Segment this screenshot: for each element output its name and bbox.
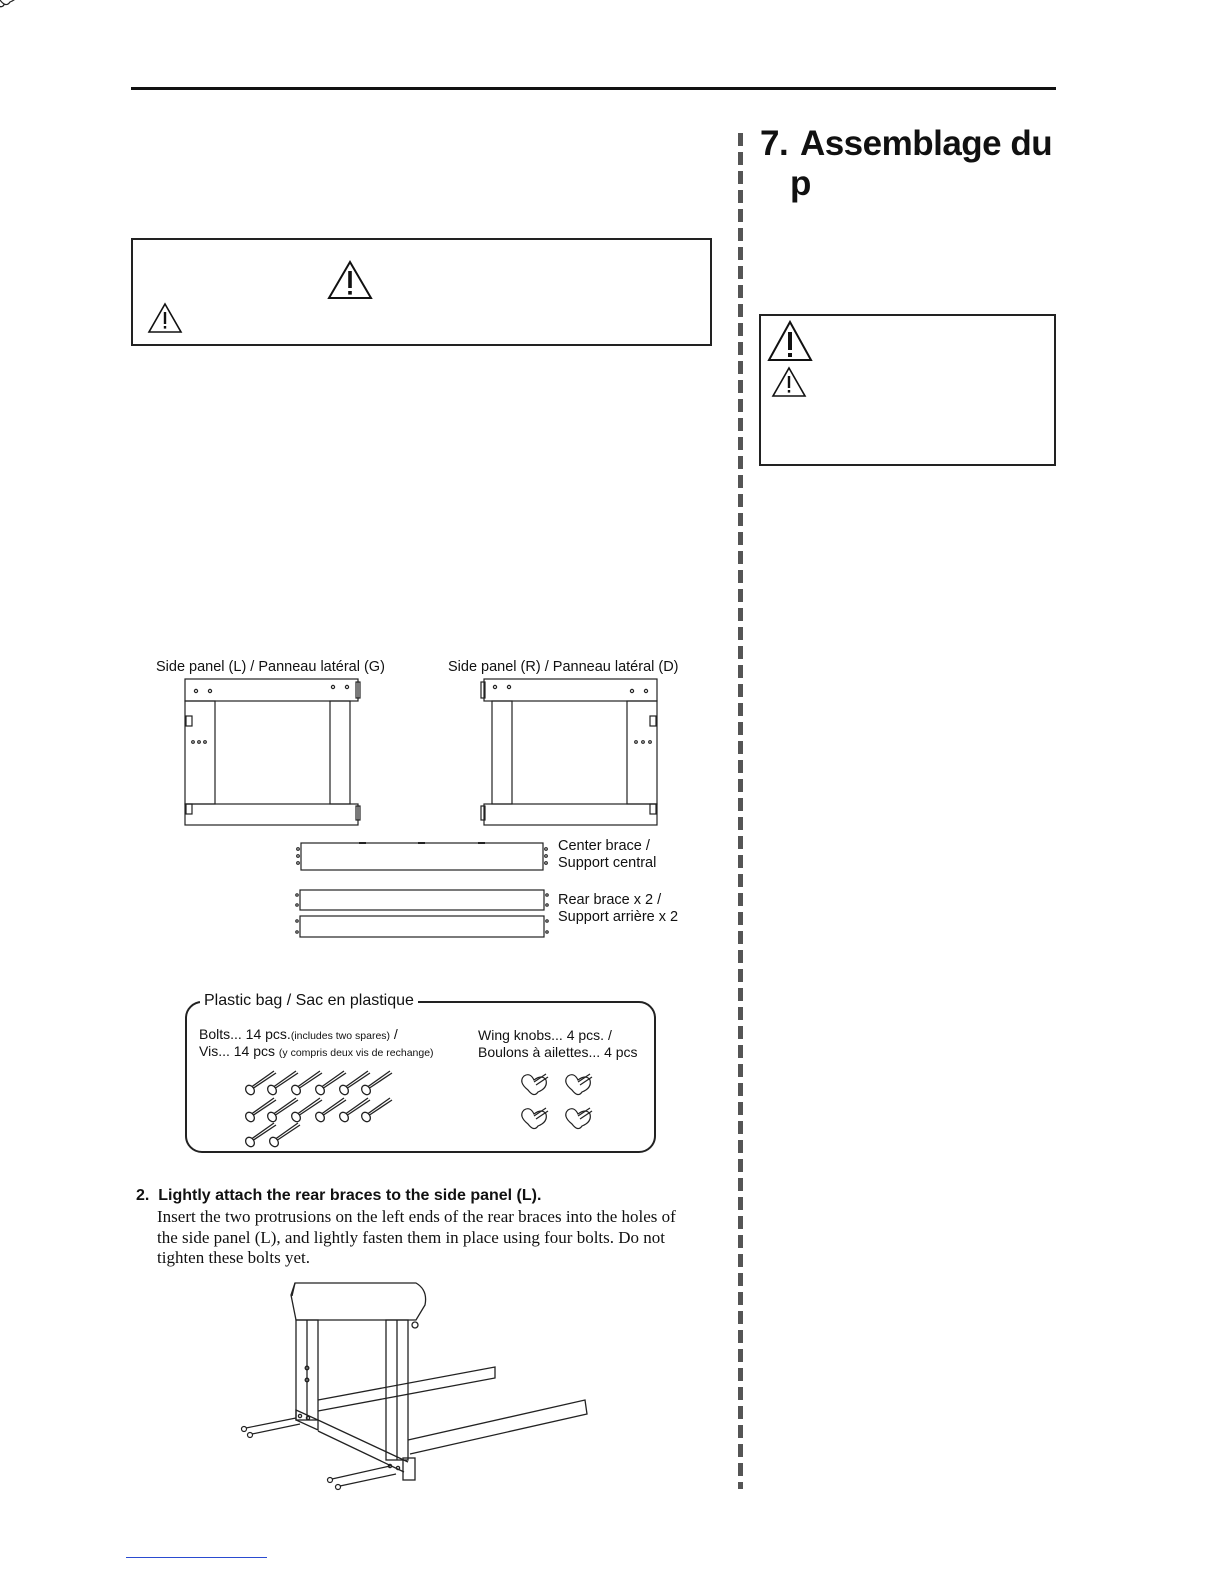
bolts-drawing [0, 0, 392, 1148]
assembly-drawing [291, 1283, 587, 1480]
section-title-line2: p [790, 164, 811, 203]
rear-brace-label: Rear brace x 2 / Support arrière x 2 [558, 892, 679, 925]
assembly-bolts [242, 1418, 397, 1490]
bolts-label: Bolts... 14 pcs.(includes two spares) / Vis... 14 pcs (y compris deux vis de rechange) [199, 1026, 434, 1059]
center-brace-label: Center brace / Support central [558, 838, 657, 871]
rear-brace-drawing [296, 890, 548, 937]
side-panel-right-label: Side panel (R) / Panneau latéral (D) [448, 659, 679, 675]
step2-body: Insert the two protrusions on the left ends of the rear braces into the holes of the side panel (L), and lightly fasten them in place using four bolts. Do not tighten these bolts yet. [157, 1207, 676, 1267]
side-panel-left-label: Side panel (L) / Panneau latéral (G) [156, 659, 385, 675]
wing-knobs-drawing [0, 0, 592, 1129]
wing-knobs-label: Wing knobs... 4 pcs. / Boulons à ailettes... 4 pcs [478, 1027, 638, 1060]
plastic-bag-title: Plastic bag / Sac en plastique [200, 992, 418, 1010]
side-panel-right-drawing [481, 679, 657, 825]
step2-title: 2. Lightly attach the rear braces to the side panel (L). [136, 1187, 542, 1204]
footer-link-underline [126, 1557, 267, 1558]
section-number: 7. [760, 124, 789, 163]
side-panel-left-drawing [185, 679, 360, 825]
center-brace-drawing [297, 843, 548, 870]
section-title-line1: Assemblage du [799, 124, 1053, 163]
